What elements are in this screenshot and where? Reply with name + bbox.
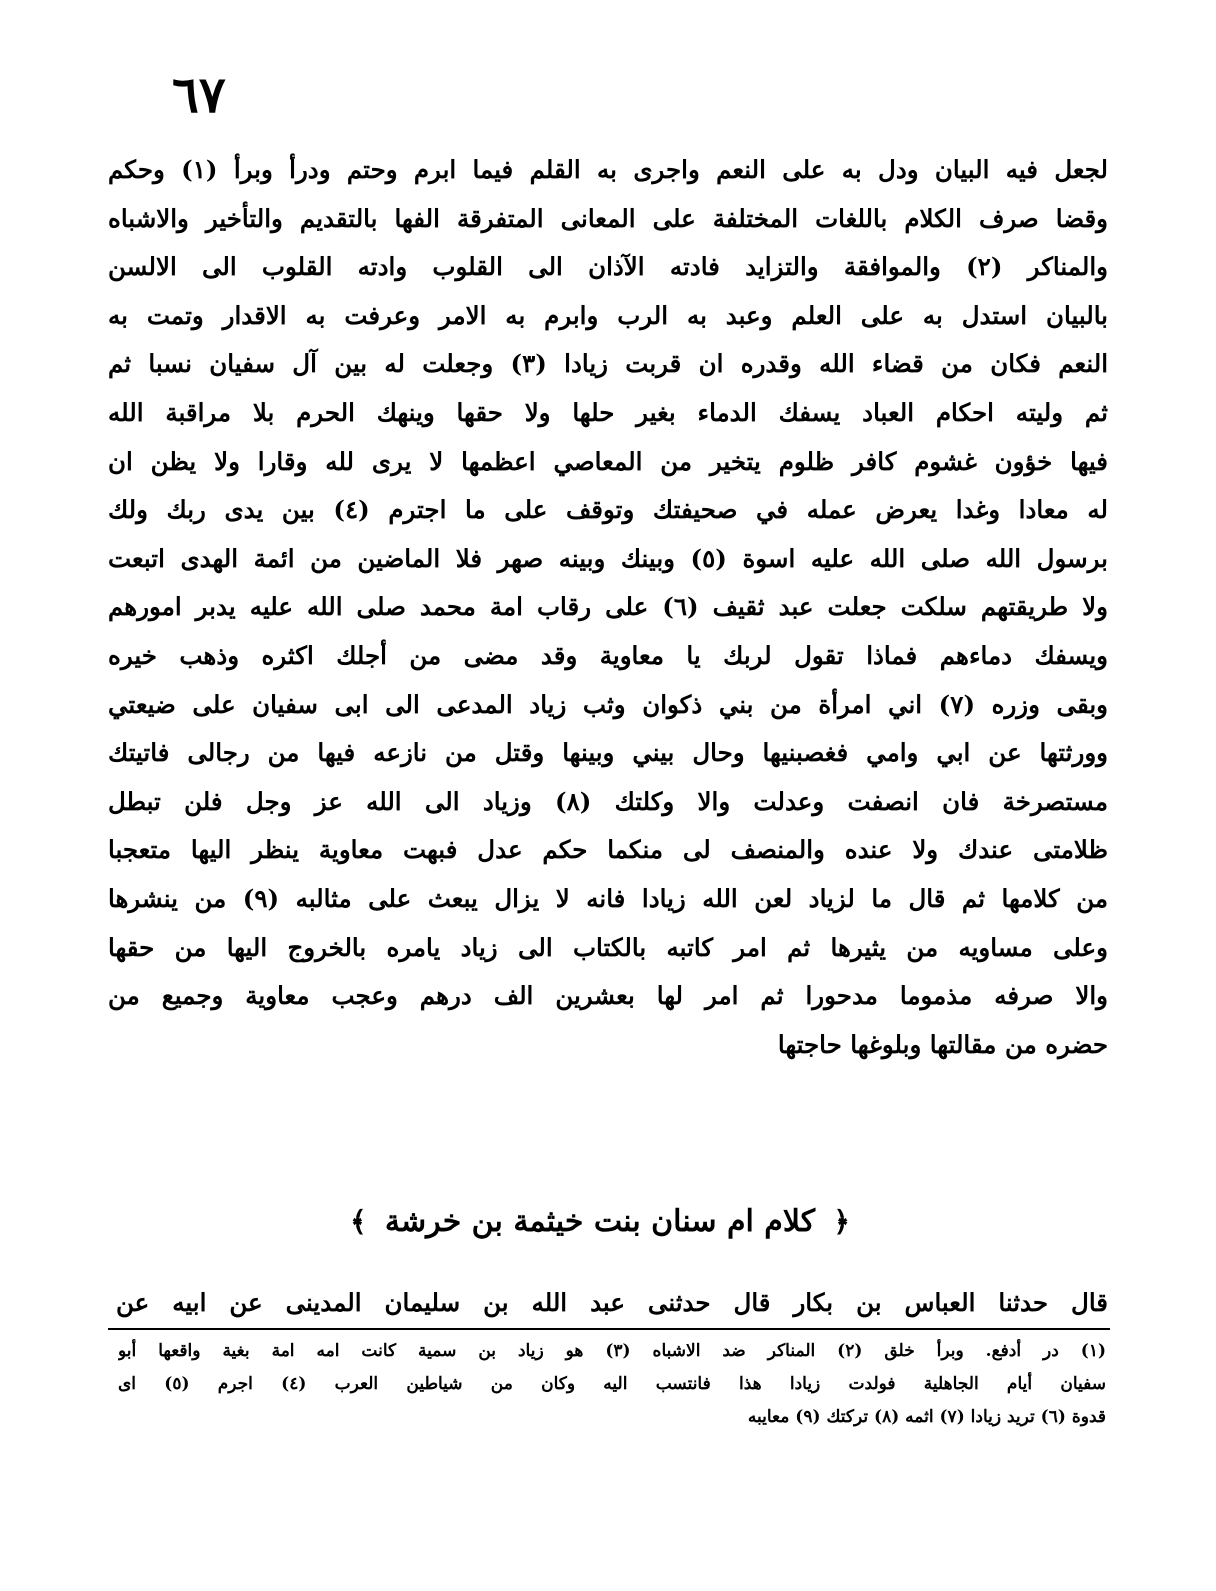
- body-line: برسول الله صلى الله عليه اسوة (٥) وبينك وبينه صهر فلا الماضين من ائمة الهدى اتبعت: [108, 543, 1108, 573]
- body-line: بالبيان استدل به على العلم وعبد به الرب وابرم به الامر وعرفت به الاقدار وتمت به: [108, 300, 1108, 330]
- body-line: وقضا صرف الكلام باللغات المختلفة على المعانى المتفرقة الفها بالتقديم والتأخير والاشباه: [108, 203, 1108, 233]
- footnote-divider: [108, 1328, 1110, 1330]
- footnote-line: قدوة (٦) تريد زيادا (٧) اثمه (٨) تركتك (٩) معايبه: [747, 1407, 1106, 1427]
- body-line: ولا طريقتهم سلكت جعلت عبد ثقيف (٦) على رقاب امة محمد صلى الله عليه يدبر امورهم: [108, 592, 1108, 622]
- footnotes: [118, 1335, 1106, 1434]
- body-line: ويسفك دماءهم فماذا تقول لربك يا معاوية وقد مضى من أجلك اكثره وذهب خيره: [108, 640, 1108, 670]
- body-line: والمناكر (٢) والموافقة والتزايد فادته الآذان الى القلوب وادته القلوب الى الالسن: [108, 252, 1108, 282]
- body-line: فيها خؤون غشوم كافر ظلوم يتخير من المعاصي اعظمها لا يرى لله وقارا ولا يظن ان: [108, 446, 1108, 476]
- body-line: حضره من مقالتها وبلوغها حاجتها: [777, 1029, 1108, 1059]
- body-line: ظلامتى عندك ولا عنده والمنصف لى منكما حكم عدل فبهت معاوية ينظر اليها متعجبا: [108, 835, 1108, 865]
- ornament-right: ﴿: [833, 1205, 850, 1238]
- body-line: له معادا وغدا يعرض عمله في صحيفتك وتوقف على ما اجترم (٤) بين يدى ربك ولك: [108, 495, 1108, 525]
- body-text: [108, 146, 1108, 1069]
- body-line: والا صرفه مذموما مدحورا ثم امر لها بعشرين الف درهم وعجب معاوية وجميع من: [108, 981, 1108, 1011]
- footnote-line: (١) در أدفع. وبرأ خلق (٢) المناكر ضد الاشباه (٣) هو زياد بن سمية كانت امه امة بغية واقعها أبو: [118, 1341, 1106, 1361]
- section-title: كلام ام سنان بنت خيثمة بن خرشة: [384, 1204, 816, 1239]
- body-line: ثم وليته احكام العباد يسفك الدماء بغير حلها ولا حقها وينهك الحرم بلا مراقبة الله: [108, 397, 1108, 427]
- ornament-left: ﴾: [350, 1205, 367, 1238]
- section-heading: [300, 1192, 900, 1252]
- body-line: وعلى مساويه من يثيرها ثم امر كاتبه بالكتاب الى زياد يامره بالخروج اليها من حقها: [108, 932, 1108, 962]
- body-line: وورثتها عن ابي وامي فغصبنيها وحال بيني وبينها وقتل من نازعه فيها من رجالى فاتيتك: [108, 738, 1108, 768]
- narrator-line: قال حدثنا العباس بن بكار قال حدثنى عبد الله بن سليمان المدينى عن ابيه عن: [116, 1288, 1108, 1317]
- body-line: مستصرخة فان انصفت وعدلت والا وكلتك (٨) وزياد الى الله عز وجل فلن تبطل: [108, 786, 1108, 816]
- footnote-line: سفيان أيام الجاهلية فولدت زيادا هذا فانتسب اليه وكان من شياطين العرب (٤) اجرم (٥) اى: [118, 1374, 1106, 1394]
- body-line: النعم فكان من قضاء الله وقدره ان قربت زيادا (٣) وجعلت له بين آل سفيان نسبا ثم: [108, 349, 1108, 379]
- body-line: من كلامها ثم قال ما لزياد لعن الله زيادا فانه لا يزال يبعث على مثالبه (٩) من ينشرها: [108, 883, 1108, 913]
- body-line: لجعل فيه البيان ودل به على النعم واجرى به القلم فيما ابرم وحتم ودرأ وبرأ (١) وحكم: [108, 155, 1108, 184]
- body-line: وبقى وزره (٧) اني امرأة من بني ذكوان وثب زياد المدعى الى ابى سفيان على ضيعتي: [108, 689, 1108, 719]
- page-number: ٦٧: [172, 65, 226, 124]
